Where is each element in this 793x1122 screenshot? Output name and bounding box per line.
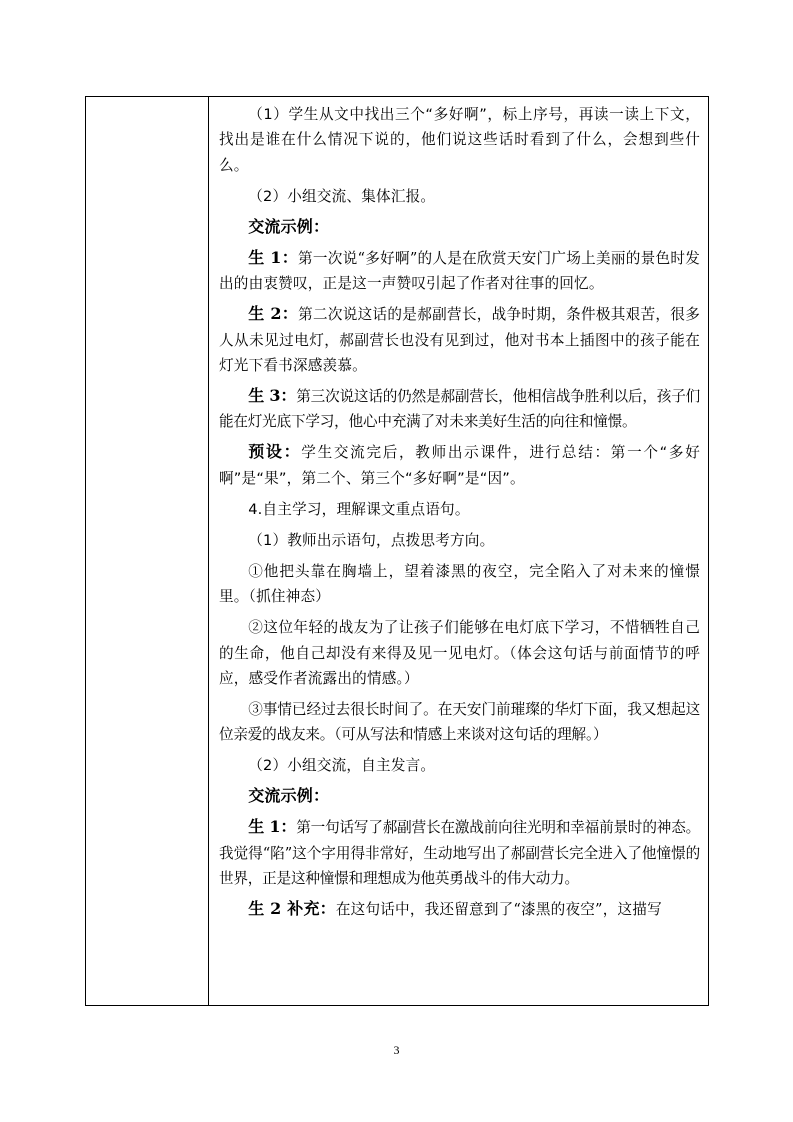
paragraph: [219, 183, 700, 209]
paragraph: [219, 496, 700, 522]
page-number: 3: [393, 1043, 400, 1057]
paragraph-lead: 生 1：: [248, 247, 298, 267]
paragraph-text: 学生交流完后，教师出示课件，进行总结：第一个“多好啊”是“果”，第二个、第三个“多好啊”是“因”。: [219, 444, 700, 487]
table-left-column: [86, 97, 209, 1005]
paragraph: [219, 896, 700, 922]
table-content-cell: [209, 97, 708, 1005]
lesson-table: [85, 96, 709, 1006]
paragraph-text: （2）小组交流，自主发言。: [248, 757, 436, 775]
paragraph-lead: 生 1：: [248, 817, 297, 837]
paragraph-text: 第二次说这话的是郝副营长，战争时期，条件极其艰苦，很多人从未见过电灯，郝副营长也没有见到过，他对书本上插图中的孩子能在灯光下看书深感羡慕。: [219, 306, 700, 375]
paragraph-text: 第一次说“多好啊”的人是在欣赏天安门广场上美丽的景色时发出的由衷赞叹，正是这一声赞叹引起了作者对往事的回忆。: [219, 249, 700, 293]
paragraph-lead: 生 2 补充：: [248, 899, 336, 919]
paragraph: [219, 439, 700, 491]
paragraph: [219, 214, 700, 240]
paragraph-text: 第一句话写了郝副营长在激战前向往光明和幸福前景时的神态。我觉得“陷”这个字用得非常好，生动地写出了郝副营长完全进入了他憧憬的世界，正是这种憧憬和理想成为他英勇战斗的伟大动力。: [219, 819, 701, 888]
paragraph-text: （2）小组交流、集体汇报。: [248, 187, 436, 205]
paragraph: [219, 783, 700, 809]
paragraph-text: （1）教师出示语句，点拨思考方向。: [248, 531, 495, 549]
paragraph: [219, 245, 700, 297]
paragraph: [219, 383, 700, 435]
paragraph-text: ②这位年轻的战友为了让孩子们能够在电灯底下学习，不惜牺牲自己的生命，他自己却没有来得及见一见电灯。（体会这句话与前面情节的呼应，感受作者流露出的情感。）: [219, 619, 700, 688]
paragraph: [219, 527, 700, 553]
paragraph-text: ①他把头靠在胸墙上，望着漆黑的夜空，完全陷入了对未来的憧憬里。（抓住神态）: [219, 562, 700, 606]
paragraph: [219, 752, 700, 778]
paragraph: [219, 814, 700, 891]
paragraph-text: 在这句话中，我还留意到了“漆黑的夜空”，这描写: [335, 901, 662, 919]
paragraph-text: ③事情已经过去很长时间了。在天安门前璀璨的华灯下面，我又想起这位亲爱的战友来。（可从写法和情感上来谈对这句话的理解。）: [219, 701, 700, 744]
paragraph-lead: 交流示例：: [248, 786, 330, 806]
paragraph-text: 第三次说这话的仍然是郝副营长，他相信战争胜利以后，孩子们能在灯光底下学习，他心中充满了对未来美好生活的向往和憧憬。: [219, 388, 701, 431]
paragraph: [219, 614, 700, 691]
paragraph-text: （1）学生从文中找出三个“多好啊”，标上序号，再读一读上下文，找出是谁在什么情况下说的，他们说这些话时看到了什么，会想到些什么。: [219, 106, 700, 174]
paragraph: [219, 696, 700, 748]
paragraph: [219, 101, 700, 178]
paragraph-text: 4.自主学习，理解课文重点语句。: [248, 500, 470, 518]
paragraph: [219, 301, 700, 378]
paragraph-lead: 生 2：: [248, 304, 299, 324]
paragraph-lead: 交流示例：: [248, 216, 330, 236]
paragraph-lead: 预设：: [248, 442, 302, 462]
paragraph: [219, 558, 700, 610]
paragraph-lead: 生 3：: [248, 386, 297, 406]
